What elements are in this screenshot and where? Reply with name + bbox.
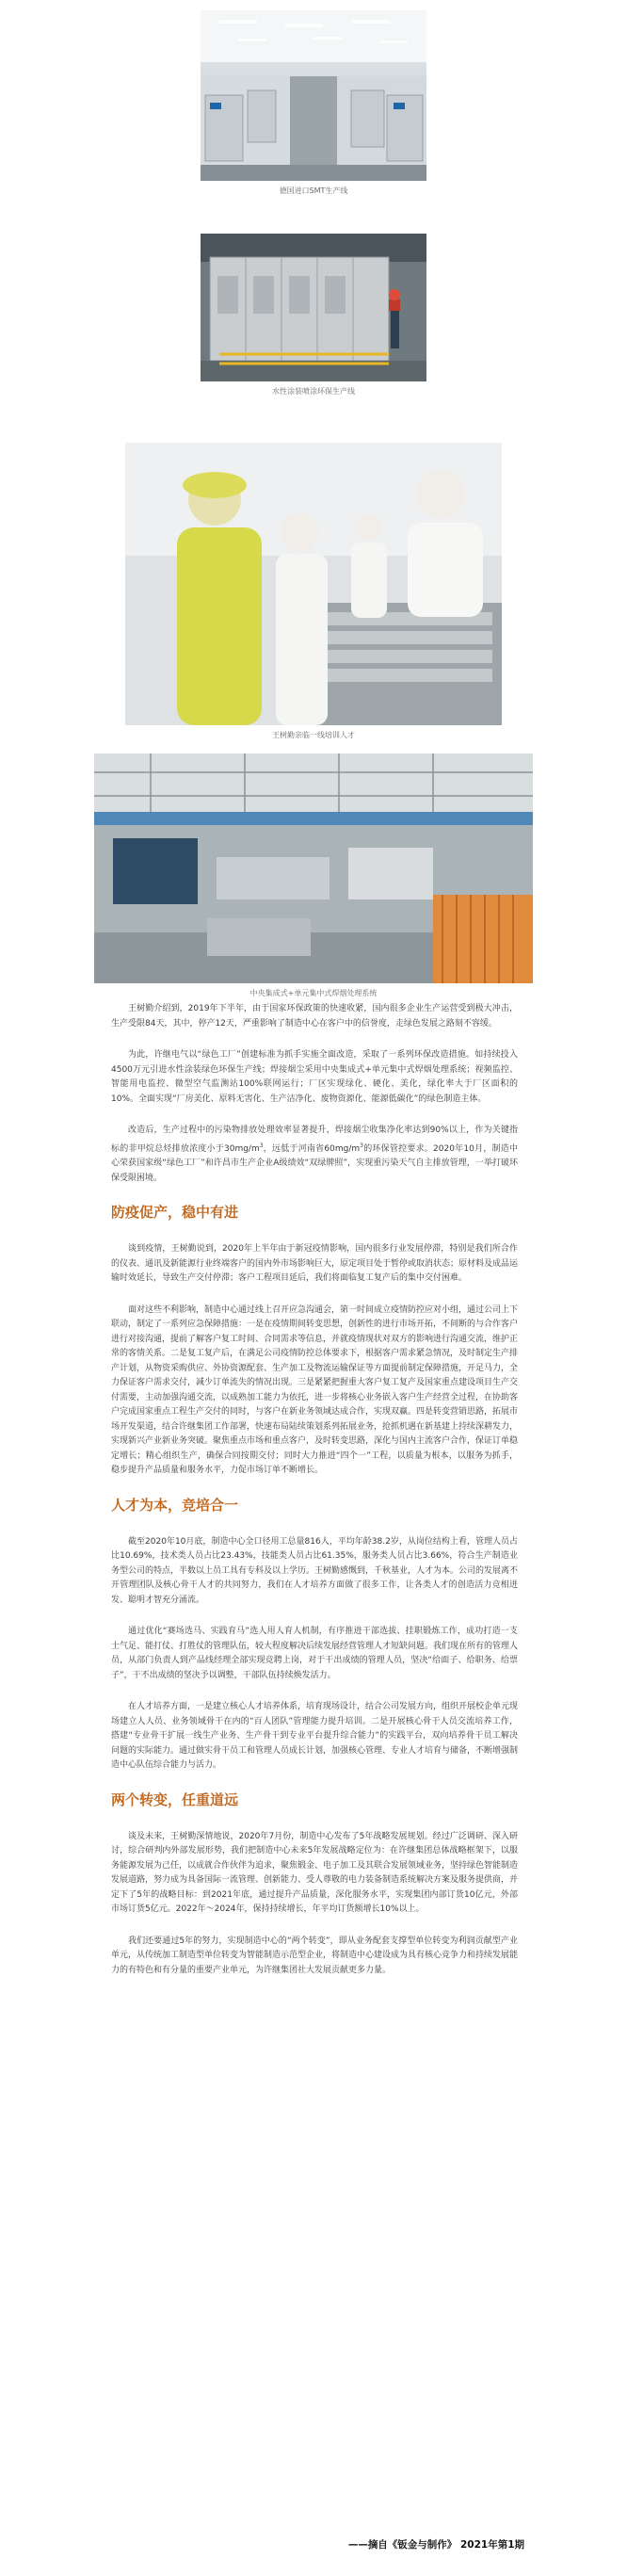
- section-heading: 防疫促产，稳中有进: [111, 1204, 239, 1221]
- article-body: [111, 1002, 518, 1995]
- paragraph: 在人才培养方面，一是建立核心人才培养体系，培育现场设计，结合公司发展方向，组织开展校企单元现场建立人人员、业务领域骨干在内的“百人团队”管理能力提升培训。二是开展核心骨干人员交流培养工作，搭建“专业骨干扩展一线生产业务、生产骨干到专业平台提升综合能力”的实践平台，双向培养骨干员工解决问题的实际能力。通过做实骨干员工和管理人员成长计划，加强核心管理、专业人才培育与储备，不断增强制造中心队伍综合能力与活力。: [111, 1702, 519, 1770]
- source-signature: ——摘自《钣金与制作》 2021年第1期: [347, 2539, 524, 2551]
- training-photo: [125, 443, 502, 725]
- paragraph: 谈及未来，王树勤深情地说，2020年7月份，制造中心发布了5年战略发展规划。经过广泛调研、深入研讨，综合研判内外部发展形势，我们把制造中心未来5年发展战略定位为：在许继集团总体战略框架下，以服务能源发展为己任，以成就合作伙伴为追求，聚焦锻金、电子加工及其联合发展领域业务，坚持绿色智能制造发展道路，努力成为具备国际一流管理、创新能力、受人尊敬的电力装备制造系统解决方案及服务提供商，并定下了5年的战略目标：到2021年底，通过提升产品质量，深化服务水平，实现集团内部订货10亿元，外部市场订货5亿元。2022年～2024年，保持持续增长，年平均订货额增长10%以上。: [111, 1831, 519, 1914]
- paragraph: 为此，许继电气以“绿色工厂”创建标准为抓手实施全面改造，采取了一系列环保改造措施。如持续投入4500万元引进水性涂装绿色环保生产线；焊接烟尘采用中央集成式+单元集中式焊烟处理系统；视频监控、智能用电监控、微型空气监测站100%联网运行；厂区实现绿化、硬化、美化，绿化率大于厂区面积的10%。全面实现“厂房美化、原料无害化、生产洁净化、废物资源化、能源低碳化”的绿色制造主体。: [111, 1050, 518, 1104]
- paragraph: 改造后，生产过程中的污染物排放处理效率显著提升，焊接烟尘收集净化率达到90%以上，作为关键指标的非甲烷总烃排放浓度小于$30mg/m^3$，远低于河南省$60mg/m^3$的环保管控要求。2020年10月，制造中心荣获国家级“绿色工厂”和许昌市生产企业A级绩效“双绿牌照”，实现重污染天气自主排放管理，一举打破环保受限困境。: [111, 1126, 519, 1183]
- paragraph: 截至2020年10月底，制造中心全口径用工总量816人，平均年龄38.2岁，从岗位结构上看，管理人员占比10.69%，技术类人员占比23.43%，技能类人员占比61.35%，服务类人员占比3.66%，符合生产制造业务型公司的特点，半数以上员工具有专科及以上学历。王树勤感慨到，千秋基业，人才为本。公司的发展离不开管理团队及核心骨干人才的共同努力，我们在人才培养方面做了很多工作，让各类人才的创造活力竞相迸发、聪明才智充分涌流。: [111, 1536, 519, 1605]
- photo-block-fume: [0, 753, 627, 999]
- paragraph: 通过优化“赛场选马、实践育马”选人用人育人机制，有序推进干部选拔、挂职锻炼工作，成功打造一支士气足、能打仗、打胜仗的管理队伍，较大程度解决后续发展经营管理人才短缺问题。我们现在所有的管理人员，从部门负责人到产品线经理全部实现竞聘上岗，对于干出成绩的管理人员，坚决“给面子、给职务、给票子”，干不出成绩的坚决予以调整，干部队伍持续焕发活力。: [111, 1627, 519, 1680]
- smt-line-photo: [201, 10, 426, 181]
- section-heading: 人才为本，竞培合一: [111, 1496, 239, 1514]
- paint-line-photo: [201, 234, 426, 381]
- paragraph: 王树勤介绍到，2019年下半年，由于国家环保政策的快速收紧，国内很多企业生产运营受到极大冲击，生产受限84天，其中，停产12天，严重影响了制造中心在客户中的信誉度，走绿色发展之路刻不容缓。: [111, 1004, 518, 1029]
- training-caption: 王树勤亲临一线培训人才: [272, 731, 355, 739]
- paragraph: 谈到疫情，王树勤说到，2020年上半年由于新冠疫情影响，国内很多行业发展停滞，特别是我们所合作的仪表、通讯及新能源行业终端客户的国内外市场影响巨大，原定项目处于暂停或取消状态；原材料及成品运输时效延长，导致生产交付停滞；客户工程项目延后，我们将面临复工复产后的集中交付困难。: [111, 1244, 519, 1283]
- photo-block-smt: [0, 10, 627, 197]
- smt-line-caption: 德国进口SMT生产线: [279, 186, 348, 195]
- paragraph: 我们还要通过5年的努力，实现制造中心的“两个转变”，即从业务配套支撑型单位转变为利润贡献型产业单元，从传统加工制造型单位转变为智能制造示范型企业，将制造中心建设成为具有核心竞争力和持续发展能力的有特色和有分量的重要产业单元，为许继集团社大发展贡献更多力量。: [111, 1936, 519, 1975]
- fume-system-caption: 中央集成式+单元集中式焊烟处理系统: [249, 989, 378, 997]
- photo-block-training: [0, 443, 627, 741]
- paint-line-caption: 水性涂装喷涂环保生产线: [272, 387, 355, 396]
- photo-block-paint: [0, 234, 627, 397]
- fume-system-photo: [94, 753, 533, 983]
- section-heading: 两个转变，任重道远: [111, 1790, 239, 1808]
- paragraph: 面对这些不利影响，制造中心通过线上召开应急沟通会，第一时间成立疫情防控应对小组，通过公司上下联动，制定了一系列应急保障措施：一是在疫情期间转变思想，创新性的进行市场开拓，不间断的与合作客户进行对接沟通，提前了解客户复工时间、合同需求等信息，并就疫情现状对双方的影响进行沟通交流，维护正常的客情关系。二是复工复产后，在满足公司疫情防控总体要求下，根据客户需求紧急情况，及时制定生产排产计划，从物资采购供应、外协资源配套、生产加工及物流运输保证等方面提前制定保障措施，开足马力，全力保证客户需求交付，减少订单流失的情况出现。三是紧紧把握重大客户复工复产及国家重点建设项目生产交付需要，主动加强沟通交流，以成熟加工能力为依托，进一步将核心业务嵌入客户生产经营全过程，在协助客户完成国家重点工程生产交付的同时，与客户在新业务领域达成合作，实现双赢。四是转变营销思路，拓展市场开发渠道，结合许继集团工作部署，快速布局陆续策划系列拓展业务，抢抓机遇在新基建上持续深耕发力，实现新兴产业新业务突破。聚焦重点市场和重点客户，及时转变思路，深化与国内主流客户合作，保证订单稳定增长；精心组织生产，确保合同按期交付；同时大力推进“四个一”工程，以质量为根本，以服务为抓手，稳步提升产品质量和服务水平，力促市场订单不断增长。: [111, 1304, 519, 1475]
